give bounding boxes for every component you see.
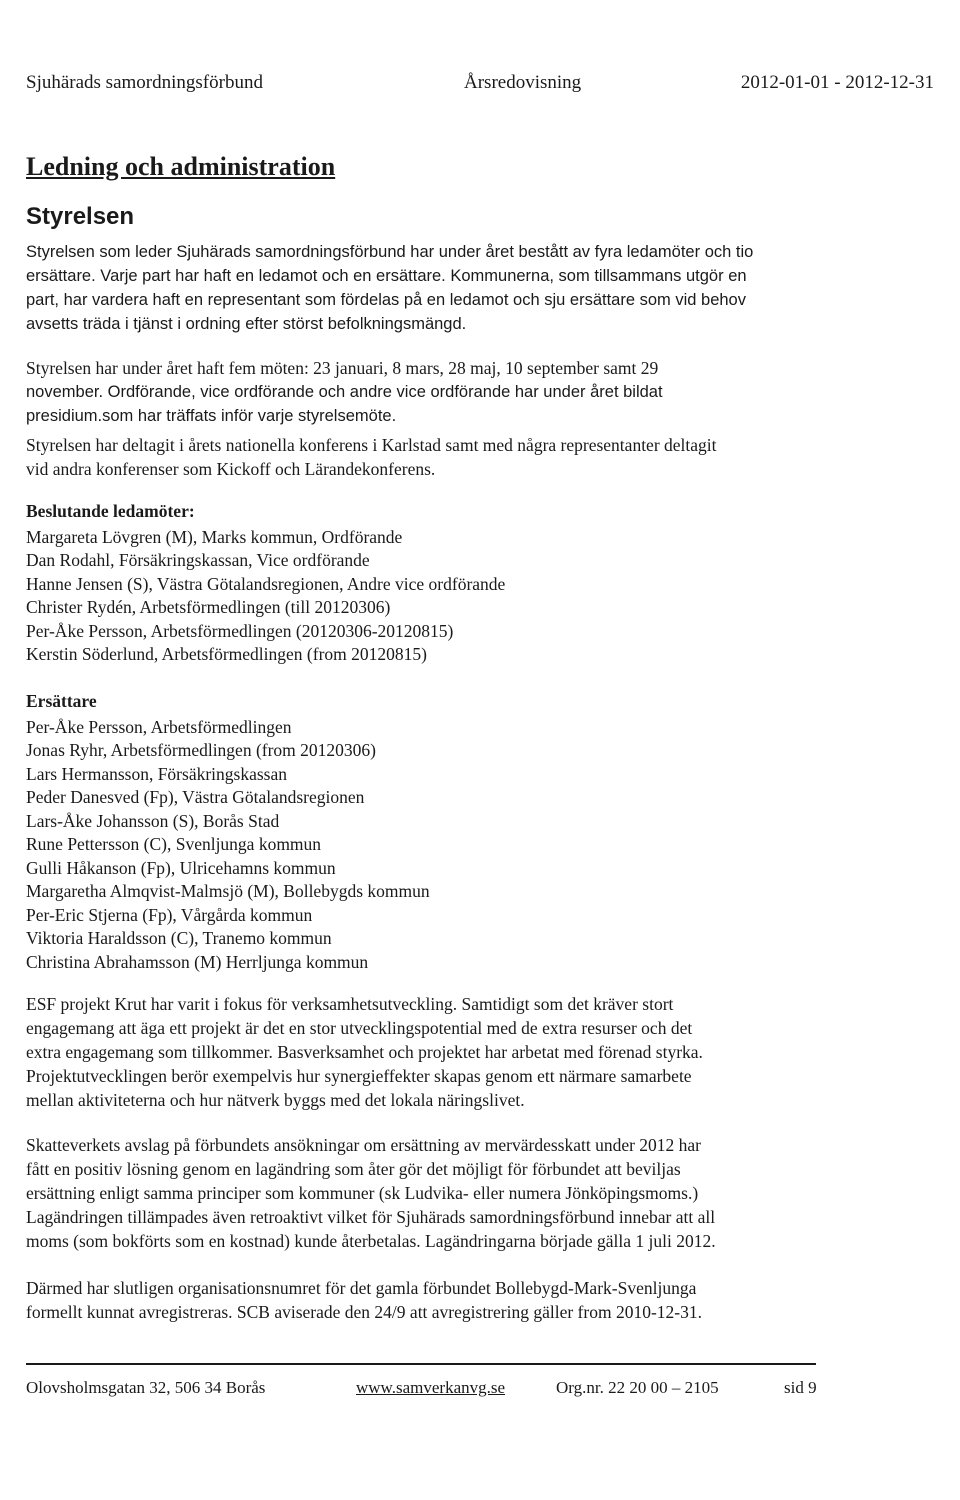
text-line: Styrelsen som leder Sjuhärads samordningsförbund har under året bestått av fyra ledamöter och tio — [26, 243, 754, 261]
paragraph-meetings — [26, 356, 926, 380]
text-line: ESF projekt Krut har varit i fokus för verksamhetsutveckling. Samtidigt som det kräver stort — [26, 994, 674, 1014]
text-line: Därmed har slutligen organisationsnumret för det gamla förbundet Bollebygd-Mark-Svenljunga — [26, 1278, 697, 1298]
footer-org-number: Org.nr. 22 20 00 – 2105 — [556, 1378, 719, 1397]
page-footer — [26, 1378, 856, 1404]
header-document-type: Årsredovisning — [464, 72, 582, 93]
list-item: Per-Eric Stjerna (Fp), Vårgårda kommun — [26, 904, 313, 925]
text-line: Projektutvecklingen berör exempelvis hur synergieffekter skapas genom ett närmare samarbete — [26, 1066, 692, 1086]
text-line: part, har vardera haft en representant som fördelas på en ledamot och sju ersättare som vid behov — [26, 291, 746, 309]
list-item: Hanne Jensen (S), Västra Götalandsregionen, Andre vice ordförande — [26, 573, 506, 594]
list-item: Christina Abrahamsson (M) Herrljunga kommun — [26, 951, 369, 972]
list-item: Lars-Åke Johansson (S), Borås Stad — [26, 810, 280, 831]
list-item: Jonas Ryhr, Arbetsförmedlingen (from 20120306) — [26, 740, 376, 760]
subsection-title: Styrelsen — [26, 203, 135, 230]
text-line: Lagändringen tillämpades även retroaktivt vilket för Sjuhärads samordningsförbund innebar att all — [26, 1207, 716, 1227]
substitutes-heading: Ersättare — [26, 691, 97, 711]
footer-divider — [26, 1363, 816, 1365]
text-line: mellan aktiviteterna och hur nätverk byggs med det lokala näringslivet. — [26, 1090, 525, 1110]
text-line: Styrelsen har under året haft fem möten: 23 januari, 8 mars, 28 maj, 10 september samt 29 — [26, 358, 659, 378]
paragraph-vat — [26, 1133, 926, 1253]
text-line: ersättare. Varje part har haft en ledamot och en ersättare. Kommunerna, som tillsammans utgör en — [26, 267, 747, 285]
text-line: vid andra konferenser som Kickoff och Lärandekonferens. — [26, 459, 436, 479]
text-line: november. Ordförande, vice ordförande och andre vice ordförande har under året bildat — [26, 383, 663, 401]
list-item: Gulli Håkanson (Fp), Ulricehamns kommun — [26, 857, 336, 878]
list-item: Lars Hermansson, Försäkringskassan — [26, 763, 287, 784]
footer-page-number: sid 9 — [784, 1378, 817, 1397]
footer-website-link[interactable]: www.samverkanvg.se — [356, 1378, 506, 1397]
list-item: Viktoria Haraldsson (C), Tranemo kommun — [26, 928, 332, 948]
text-line: ersättning enligt samma principer som kommuner (sk Ludvika- eller numera Jönköpingsmoms.) — [26, 1183, 699, 1203]
list-item: Peder Danesved (Fp), Västra Götalandsregionen — [26, 787, 365, 807]
header-period: 2012-01-01 - 2012-12-31 — [740, 72, 934, 93]
board-members-section — [26, 500, 505, 667]
paragraph-esf-project — [26, 992, 926, 1112]
list-item: Kerstin Söderlund, Arbetsförmedlingen (from 20120815) — [26, 644, 427, 664]
list-item: Per-Åke Persson, Arbetsförmedlingen — [26, 716, 292, 737]
list-item: Per-Åke Persson, Arbetsförmedlingen (20120306-20120815) — [26, 620, 454, 641]
list-item: Rune Pettersson (C), Svenljunga kommun — [26, 834, 322, 854]
list-item: Christer Rydén, Arbetsförmedlingen (till 20120306) — [26, 597, 391, 617]
text-line: moms (som bokförts som en kostnad) kunde återbetalas. Lagändringarna började gälla 1 juli 2012. — [26, 1231, 716, 1251]
paragraph-deregistration — [26, 1276, 926, 1324]
text-line: avsetts träda i tjänst i ordning efter störst befolkningsmängd. — [26, 315, 467, 333]
paragraph-board-composition — [26, 240, 926, 336]
list-item: Margaretha Almqvist-Malmsjö (M), Bollebygds kommun — [26, 881, 430, 901]
list-item: Dan Rodahl, Försäkringskassan, Vice ordförande — [26, 550, 370, 570]
paragraph-conferences — [26, 433, 926, 481]
text-line: fått en positiv lösning genom en lagändring som åter gör det möjligt för förbundet att beviljas — [26, 1159, 681, 1179]
section-title: Ledning och administration — [26, 152, 336, 181]
text-line: Styrelsen har deltagit i årets nationella konferens i Karlstad samt med några representanter deltagit — [26, 435, 717, 455]
page-header — [26, 72, 934, 98]
text-line: Skatteverkets avslag på förbundets ansökningar om ersättning av mervärdesskatt under 2012 har — [26, 1135, 702, 1155]
footer-address: Olovsholmsgatan 32, 506 34 Borås — [26, 1378, 266, 1397]
paragraph-presidium — [26, 380, 926, 428]
board-members-heading: Beslutande ledamöter: — [26, 501, 195, 521]
list-item: Margareta Lövgren (M), Marks kommun, Ordförande — [26, 526, 403, 547]
text-line: extra engagemang som tillkommer. Basverksamhet och projektet har arbetat med förenad styrka. — [26, 1042, 703, 1062]
header-organization: Sjuhärads samordningsförbund — [26, 72, 263, 93]
substitutes-section — [26, 690, 430, 974]
text-line: formellt kunnat avregistreras. SCB aviserade den 24/9 att avregistrering gäller from 2010-12-31. — [26, 1302, 702, 1322]
text-line: presidium.som har träffats inför varje styrelsemöte. — [26, 407, 397, 425]
text-line: engagemang att äga ett projekt är det en stor utvecklingspotential med de extra resurser och det — [26, 1018, 693, 1038]
